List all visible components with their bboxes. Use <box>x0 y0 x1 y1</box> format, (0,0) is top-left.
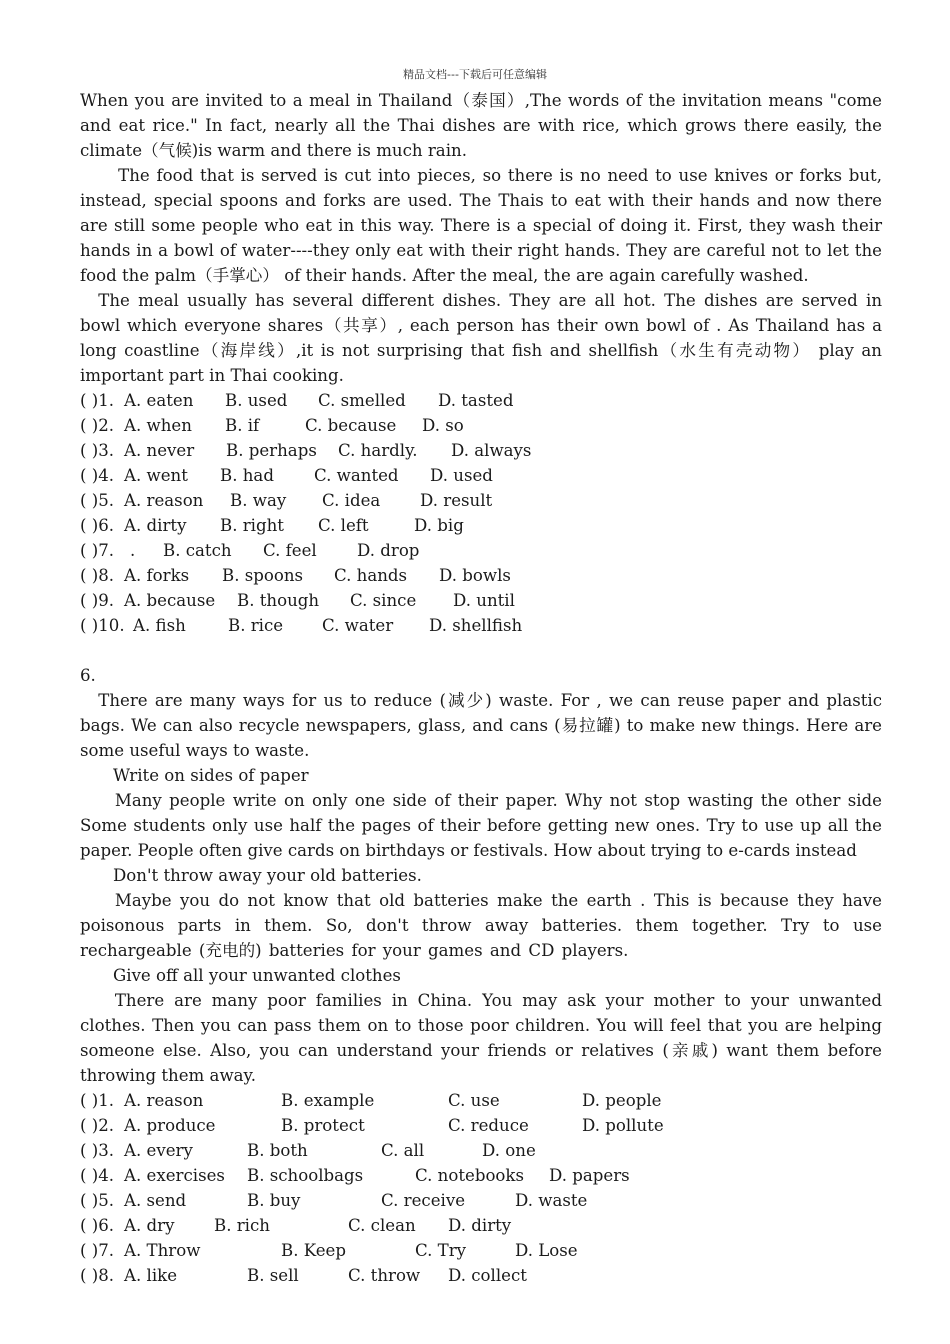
option-b: B. rich <box>214 1216 270 1235</box>
passage1-questions <box>80 388 882 638</box>
question-row <box>80 413 882 438</box>
passage2-intro: There are many ways for us to reduce (减少) waste. For , we can reuse paper and plastic bags. We can also recycle newspapers, glass, and cans (易拉罐) to make new things. Here are some useful ways to waste. <box>80 691 882 760</box>
option-d: D. shellfish <box>429 616 523 635</box>
option-a: A. went <box>124 466 188 485</box>
option-a: A. never <box>124 441 195 460</box>
option-a: A. send <box>124 1191 187 1210</box>
section-body: Many people write on only one side of their paper. Why not stop wasting the other side Some students only use half the pages of their before getting new ones. Try to use up all the paper. People often give cards on birthdays or festivals. How about trying to e-cards instead <box>80 791 882 860</box>
question-row <box>80 563 882 588</box>
option-c: C. reduce <box>448 1116 529 1135</box>
option-c: C. clean <box>348 1216 416 1235</box>
page-header: 精品文档---下载后可任意编辑 <box>403 68 547 81</box>
option-c: C. smelled <box>318 391 406 410</box>
option-a: A. every <box>124 1141 193 1160</box>
option-c: C. use <box>448 1091 500 1110</box>
option-a: A. like <box>124 1266 178 1285</box>
option-c: C. water <box>322 616 394 635</box>
question-number: ( )3. <box>80 441 115 460</box>
option-a: A. dry <box>124 1216 175 1235</box>
question-number: ( )8. <box>80 566 115 585</box>
option-d: D. Lose <box>515 1241 578 1260</box>
option-d: D. collect <box>448 1266 527 1285</box>
question-number: ( )5. <box>80 1191 115 1210</box>
passage1-paragraph-3: The meal usually has several different dishes. They are all hot. The dishes are served in bowl which everyone shares（共享）, each person has their own bowl of . As Thailand has a long coastline（海岸线）,it is not surprising that fish and shellfish（水生有壳动物） play an important part in Thai cooking. <box>80 291 882 385</box>
section-heading: Don't throw away your old batteries. <box>113 866 422 885</box>
question-row <box>80 1113 882 1138</box>
section-heading: Give off all your unwanted clothes <box>113 966 401 985</box>
option-b: B. perhaps <box>226 441 317 460</box>
option-b: B. buy <box>247 1191 301 1210</box>
option-b: B. though <box>237 591 320 610</box>
option-b: B. if <box>225 416 260 435</box>
question-row <box>80 588 882 613</box>
question-row <box>80 613 882 638</box>
option-c: C. throw <box>348 1266 421 1285</box>
option-a: A. forks <box>124 566 190 585</box>
option-d: D. so <box>422 416 464 435</box>
question-row <box>80 1088 882 1113</box>
option-c: C. notebooks <box>415 1166 524 1185</box>
question-row <box>80 1238 882 1263</box>
question-number: ( )9. <box>80 591 115 610</box>
option-a: . <box>130 541 136 560</box>
option-a: A. when <box>124 416 192 435</box>
option-a: A. Throw <box>124 1241 201 1260</box>
question-number: ( )7. <box>80 541 115 560</box>
option-b: B. sell <box>247 1266 299 1285</box>
option-c: C. idea <box>322 491 381 510</box>
option-d: D. pollute <box>582 1116 664 1135</box>
option-c: C. all <box>381 1141 425 1160</box>
question-number: ( )4. <box>80 466 115 485</box>
question-row <box>80 388 882 413</box>
option-a: A. exercises <box>124 1166 225 1185</box>
section-body: There are many poor families in China. You may ask your mother to your unwanted clothes. Then you can pass them on to those poor children. You will feel that you are helping someone else. Also, you can understand your friends or relatives (亲戚) want them before throwing them away. <box>80 991 882 1085</box>
option-b: B. both <box>247 1141 308 1160</box>
option-b: B. protect <box>281 1116 365 1135</box>
option-a: A. produce <box>124 1116 216 1135</box>
question-row <box>80 513 882 538</box>
question-row <box>80 1138 882 1163</box>
option-d: D. used <box>430 466 493 485</box>
option-a: A. because <box>124 591 216 610</box>
option-d: D. result <box>420 491 493 510</box>
option-a: A. dirty <box>124 516 187 535</box>
option-c: C. left <box>318 516 369 535</box>
question-number: ( )1. <box>80 391 115 410</box>
option-c: C. wanted <box>314 466 399 485</box>
question-number: ( )2. <box>80 416 115 435</box>
section-body: Maybe you do not know that old batteries make the earth . This is because they have poisonous parts in them. So, don't throw away batteries. them together. Try to use rechargeable (充电的) batteries for your games and CD players. <box>80 891 882 960</box>
option-b: B. had <box>220 466 274 485</box>
option-d: D. always <box>451 441 532 460</box>
question-row <box>80 438 882 463</box>
option-b: B. way <box>230 491 287 510</box>
question-number: ( )6. <box>80 1216 115 1235</box>
question-row <box>80 488 882 513</box>
option-d: D. tasted <box>438 391 514 410</box>
question-row <box>80 463 882 488</box>
question-number: ( )2. <box>80 1116 115 1135</box>
option-a: A. fish <box>133 616 186 635</box>
option-b: B. spoons <box>222 566 304 585</box>
option-b: B. right <box>220 516 284 535</box>
option-d: D. drop <box>357 541 420 560</box>
option-d: D. big <box>414 516 464 535</box>
question-number: ( )3. <box>80 1141 115 1160</box>
question-row <box>80 1163 882 1188</box>
option-b: B. Keep <box>281 1241 346 1260</box>
question-number: ( )7. <box>80 1241 115 1260</box>
passage2-questions <box>80 1088 882 1288</box>
passage1-paragraph-1: When you are invited to a meal in Thailand（泰国）,The words of the invitation means "come and eat rice." In fact, nearly all the Thai dishes are with rice, which grows there easily, the climate（气候)is warm and there is much rain. <box>80 91 882 160</box>
option-b: B. catch <box>163 541 232 560</box>
question-row <box>80 1213 882 1238</box>
option-b: B. used <box>225 391 288 410</box>
option-c: C. hands <box>334 566 408 585</box>
section-heading: Write on sides of paper <box>113 766 309 785</box>
passage1-paragraph-2: The food that is served is cut into pieces, so there is no need to use knives or forks but, instead, special spoons and forks are used. The Thais to eat with their hands and now there are still some people who eat in this way. There is a special of doing it. First, they wash their hands in a bowl of water----they only eat with their right hands. They are careful not to let the food the palm（手掌心） of their hands. After the meal, the are again carefully washed. <box>80 166 882 285</box>
option-c: C. because <box>305 416 397 435</box>
option-b: B. rice <box>228 616 284 635</box>
option-d: D. one <box>482 1141 536 1160</box>
option-d: D. papers <box>549 1166 630 1185</box>
option-d: D. dirty <box>448 1216 512 1235</box>
option-c: C. hardly. <box>338 441 418 460</box>
question-number: ( )1. <box>80 1091 115 1110</box>
option-d: D. until <box>453 591 515 610</box>
question-row <box>80 1188 882 1213</box>
question-number: ( )6. <box>80 516 115 535</box>
option-b: B. schoolbags <box>247 1166 364 1185</box>
question-row <box>80 1263 882 1288</box>
option-c: C. since <box>350 591 417 610</box>
option-d: D. people <box>582 1091 662 1110</box>
option-a: A. reason <box>124 1091 204 1110</box>
option-b: B. example <box>281 1091 375 1110</box>
option-a: A. reason <box>124 491 204 510</box>
question-number: ( )4. <box>80 1166 115 1185</box>
question-row <box>80 538 882 563</box>
option-d: D. bowls <box>439 566 511 585</box>
question-number: ( )5. <box>80 491 115 510</box>
option-a: A. eaten <box>124 391 194 410</box>
option-c: C. feel <box>263 541 317 560</box>
document-body <box>80 88 882 1288</box>
question-number: ( )10. <box>80 616 125 635</box>
option-c: C. Try <box>415 1241 467 1260</box>
option-d: D. waste <box>515 1191 588 1210</box>
option-c: C. receive <box>381 1191 466 1210</box>
question-number: ( )8. <box>80 1266 115 1285</box>
passage2-number: 6. <box>80 666 96 685</box>
